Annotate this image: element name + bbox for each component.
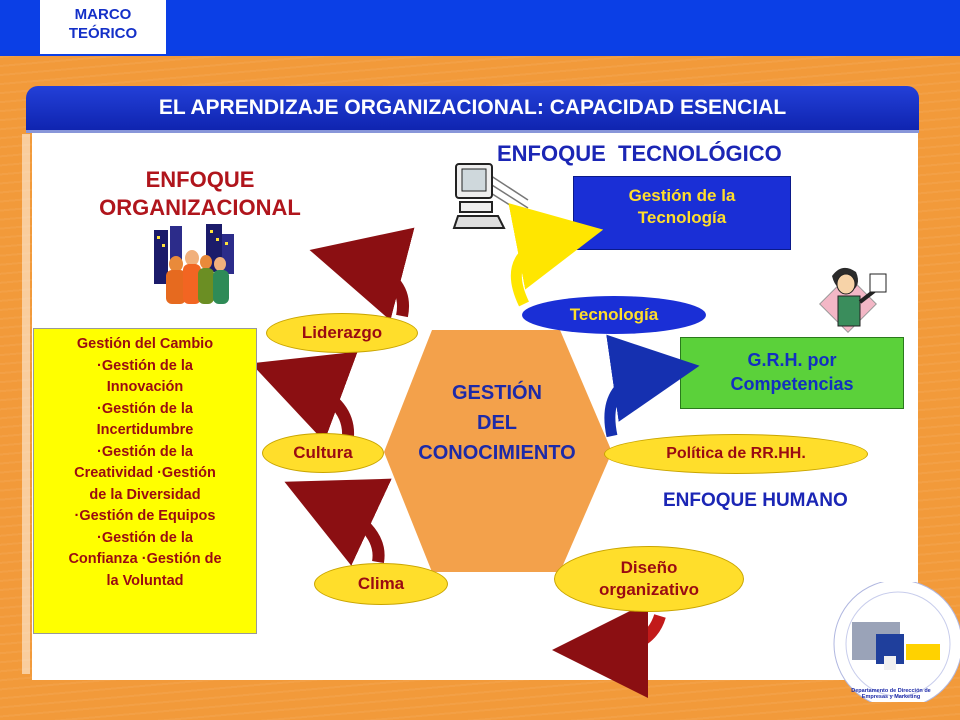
- tecnologia-ellipse: Tecnología: [522, 296, 706, 334]
- org-list-box: [33, 328, 257, 634]
- clima-ellipse: Clima: [314, 563, 448, 605]
- logo-line2: Empresas y Marketing: [861, 694, 921, 700]
- arrow-tecnologia: [516, 238, 560, 304]
- diseno-line1: Diseño: [620, 558, 678, 577]
- tab-label-line1: MARCO: [74, 6, 132, 23]
- slide-title: EL APRENDIZAJE ORGANIZACIONAL: CAPACIDAD ESENCIAL: [26, 86, 919, 130]
- list-item: ·Gestión de la: [97, 443, 193, 460]
- center-line1: GESTIÓN: [451, 382, 542, 404]
- tab-label-line2: TEÓRICO: [68, 25, 138, 42]
- list-item: ·Gestión de la: [97, 357, 193, 374]
- logo-caption: [830, 688, 952, 700]
- logo-line1: Departamento de Dirección de: [851, 688, 931, 694]
- politica-ellipse: Política de RR.HH.: [604, 434, 868, 474]
- enfoque-tecnologico-heading: ENFOQUE TECNOLÓGICO: [497, 141, 782, 166]
- center-line2: DEL: [477, 412, 517, 434]
- university-logo-icon: [820, 582, 960, 702]
- arrow-cultura: [296, 380, 348, 436]
- gestion-tecnologia-line2: Tecnología: [637, 208, 727, 227]
- enfoque-org-line1: ENFOQUE: [145, 167, 255, 192]
- center-label: [384, 378, 610, 468]
- list-item: Creatividad ·Gestión: [74, 465, 216, 481]
- cultura-ellipse: Cultura: [262, 433, 384, 473]
- list-item: la Voluntad: [106, 572, 184, 589]
- list-item: de la Diversidad: [89, 486, 201, 503]
- enfoque-org-line2: ORGANIZACIONAL: [99, 195, 301, 220]
- liderazgo-ellipse: Liderazgo: [266, 313, 418, 353]
- arrow-politica: [610, 372, 656, 436]
- gestion-tecnologia-line1: Gestión de la: [628, 186, 736, 205]
- arrow-liderazgo: [356, 262, 403, 316]
- list-item: Confianza ·Gestión de: [68, 551, 222, 567]
- list-item: Innovación: [106, 379, 184, 395]
- enfoque-humano-heading: ENFOQUE HUMANO: [663, 490, 848, 511]
- diseno-line2: organizativo: [598, 580, 700, 599]
- list-item: Gestión del Cambio: [76, 336, 214, 352]
- arrow-diseno: [600, 616, 660, 650]
- arrow-clima: [328, 502, 379, 562]
- list-item: ·Gestión de Equipos: [74, 508, 216, 524]
- center-line3: CONOCIMIENTO: [418, 442, 576, 464]
- grh-line1: G.R.H. por: [747, 350, 837, 370]
- diseno-ellipse: [554, 546, 744, 612]
- list-item: ·Gestión de la: [97, 529, 193, 546]
- list-item: ·Gestión de la: [97, 400, 193, 417]
- list-item: Incertidumbre: [96, 422, 194, 438]
- grh-line2: Competencias: [730, 374, 854, 394]
